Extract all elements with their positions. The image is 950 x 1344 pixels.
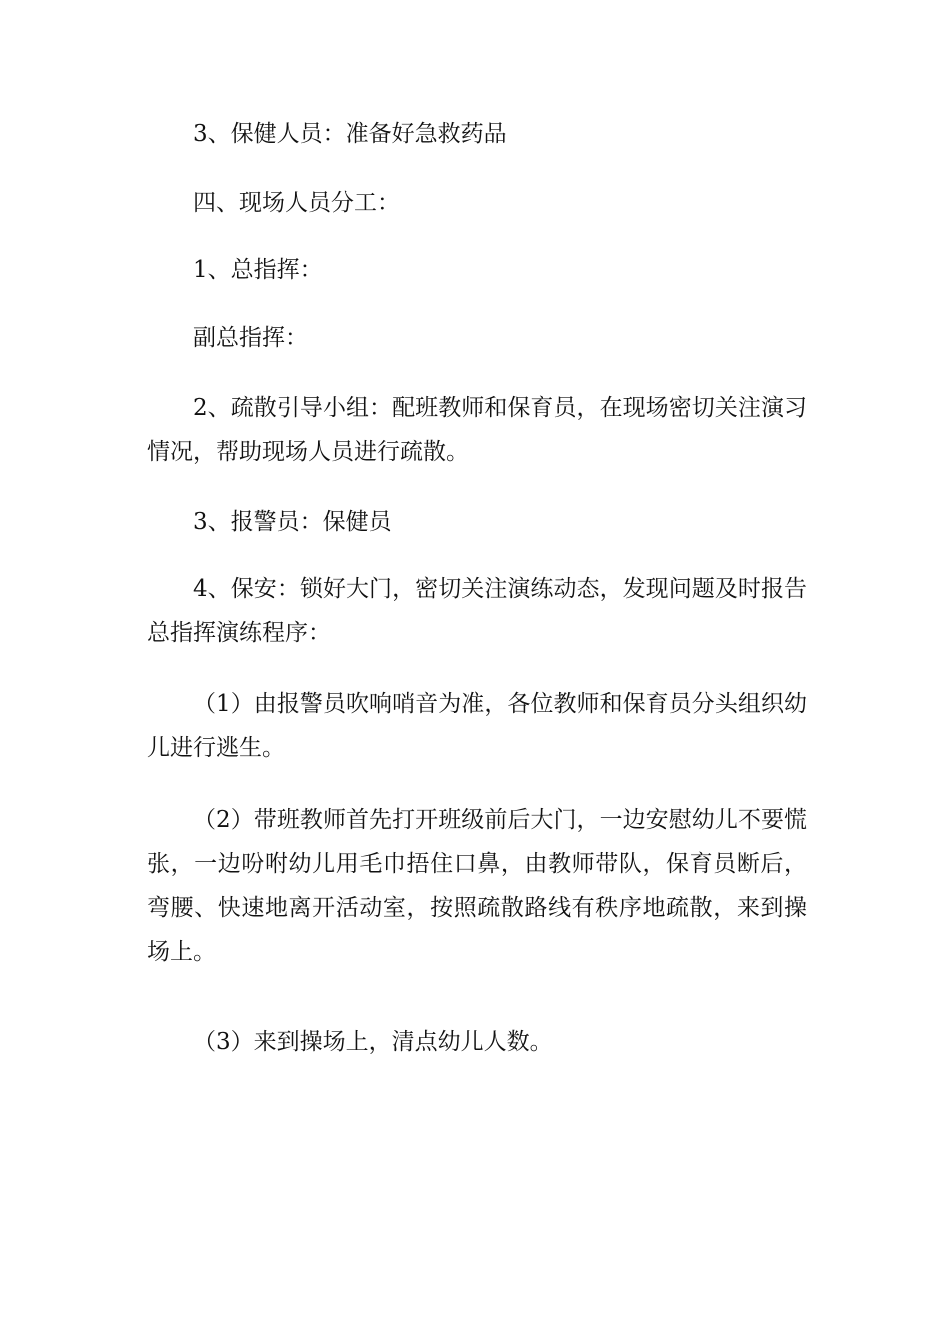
paragraph-step-two: （2）带班教师首先打开班级前后大门，一边安慰幼儿不要慌张，一边吩咐幼儿用毛巾捂住口鼻，由教师带队，保育员断后，弯腰、快速地离开活动室，按照疏散路线有秩序地疏散，来到操场上。 xyxy=(147,807,807,965)
paragraph-deputy-commander: 副总指挥： xyxy=(193,325,308,351)
paragraph-commander: 1、总指挥： xyxy=(193,257,323,283)
paragraph-step-three: （3）来到操场上，清点幼儿人数。 xyxy=(193,1029,553,1055)
paragraph-alarm-officer: 3、报警员：保健员 xyxy=(193,509,392,535)
paragraph-step-one: （1）由报警员吹响哨音为准，各位教师和保育员分头组织幼儿进行逃生。 xyxy=(147,691,807,761)
paragraph-evacuation-group: 2、疏散引导小组：配班教师和保育员，在现场密切关注演习情况，帮助现场人员进行疏散。 xyxy=(147,395,807,465)
paragraph-health-staff: 3、保健人员：准备好急救药品 xyxy=(193,121,507,147)
paragraph-section-four-heading: 四、现场人员分工： xyxy=(193,190,400,216)
paragraph-security: 4、保安：锁好大门，密切关注演练动态，发现问题及时报告总指挥演练程序： xyxy=(147,576,807,646)
